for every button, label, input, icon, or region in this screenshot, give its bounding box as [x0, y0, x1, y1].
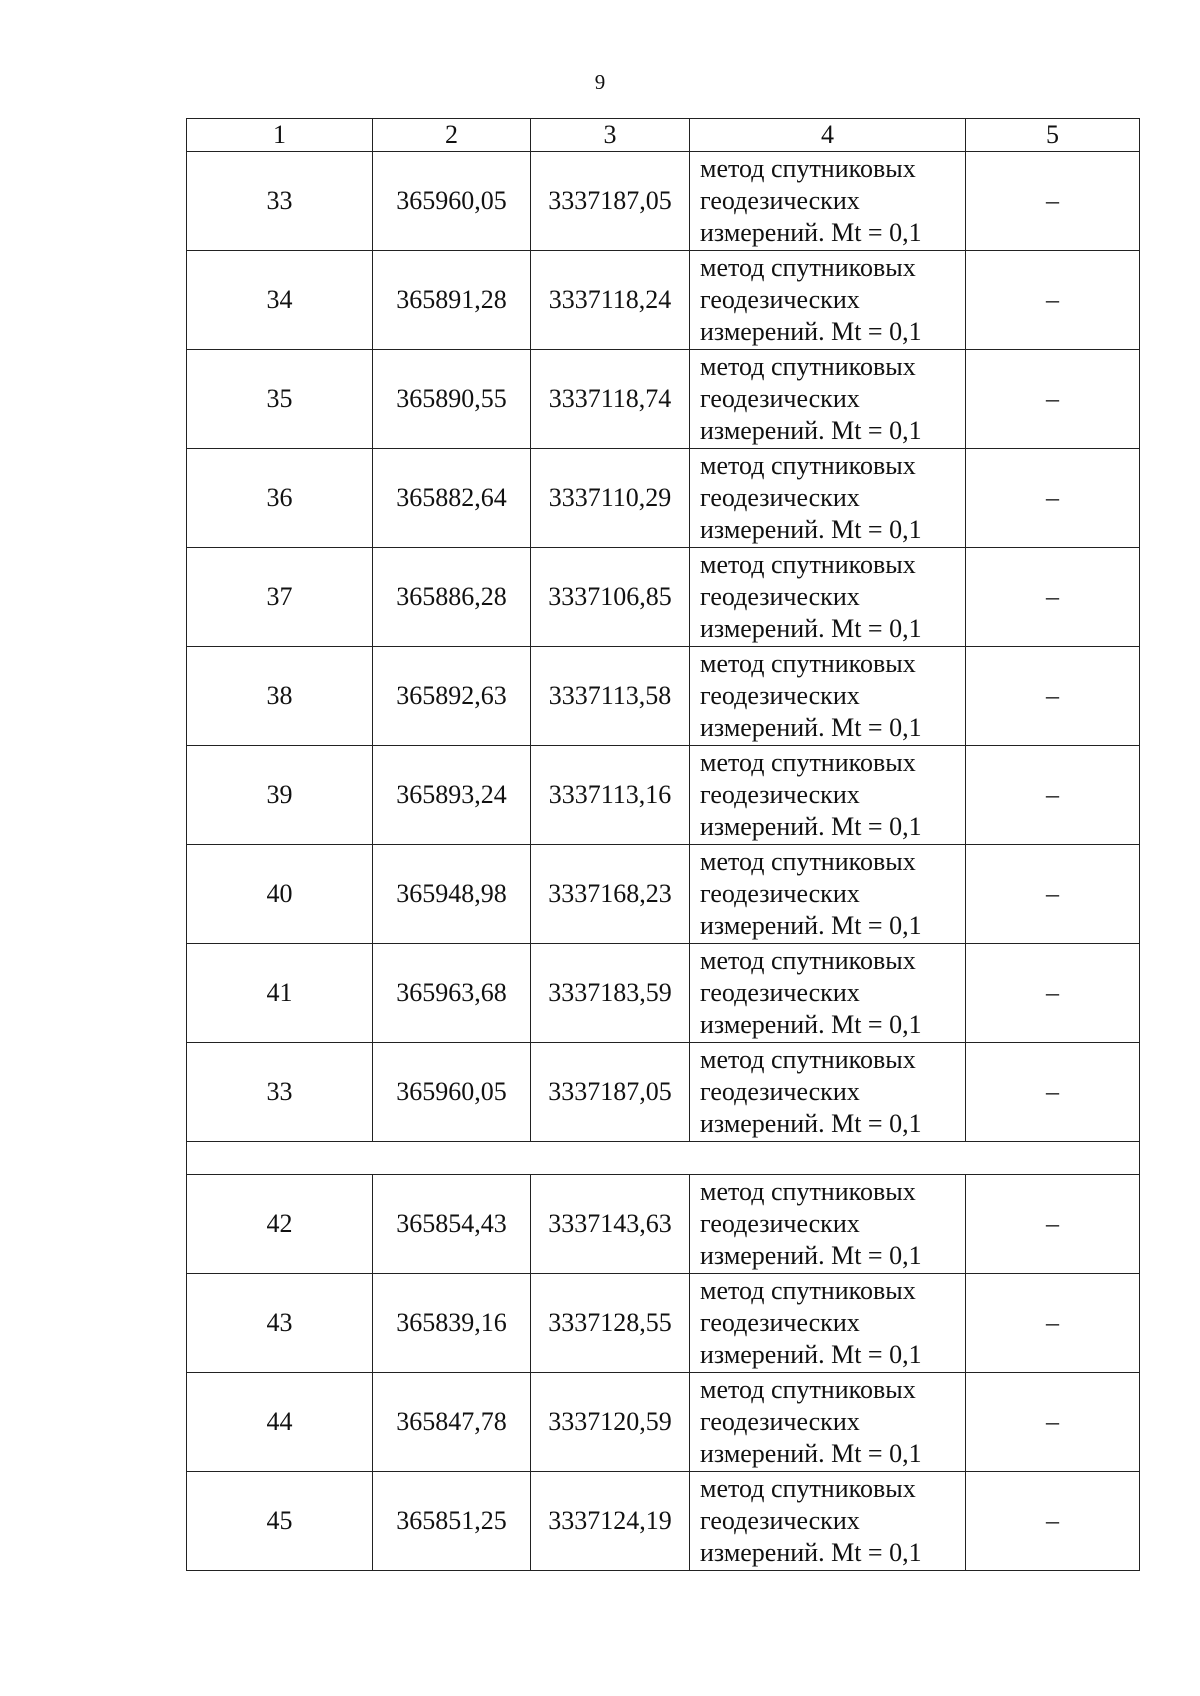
method-line-1: метод спутниковых: [700, 550, 916, 579]
point-number-cell: 39: [187, 746, 373, 845]
method-cell: [690, 1472, 966, 1571]
y-coordinate-cell: 3337110,29: [531, 449, 690, 548]
method-line-2: геодезических: [700, 1407, 860, 1436]
method-cell: [690, 350, 966, 449]
method-cell: [690, 944, 966, 1043]
method-cell: [690, 251, 966, 350]
column-5-cell: –: [966, 251, 1140, 350]
x-coordinate-cell: 365839,16: [373, 1274, 531, 1373]
method-line-2: геодезических: [700, 879, 860, 908]
method-line-3: измерений. Mt = 0,1: [700, 713, 922, 742]
method-line-2: геодезических: [700, 285, 860, 314]
page-number: 9: [594, 70, 606, 94]
table-row: [187, 944, 1140, 1043]
table-row: [187, 1373, 1140, 1472]
method-line-3: измерений. Mt = 0,1: [700, 614, 922, 643]
method-line-1: метод спутниковых: [700, 748, 916, 777]
method-cell: [690, 1043, 966, 1142]
header-col-2: 2: [373, 119, 531, 152]
point-number-cell: 35: [187, 350, 373, 449]
method-line-1: метод спутниковых: [700, 1375, 916, 1404]
x-coordinate-cell: 365854,43: [373, 1175, 531, 1274]
point-number-cell: 41: [187, 944, 373, 1043]
method-line-2: геодезических: [700, 384, 860, 413]
point-number-cell: 44: [187, 1373, 373, 1472]
method-cell: [690, 845, 966, 944]
column-5-cell: –: [966, 1043, 1140, 1142]
method-cell: [690, 1274, 966, 1373]
x-coordinate-cell: 365890,55: [373, 350, 531, 449]
method-line-2: геодезических: [700, 1077, 860, 1106]
y-coordinate-cell: 3337187,05: [531, 1043, 690, 1142]
method-line-3: измерений. Mt = 0,1: [700, 1109, 922, 1138]
header-col-1: 1: [187, 119, 373, 152]
method-line-3: измерений. Mt = 0,1: [700, 812, 922, 841]
table-header-row: [187, 119, 1140, 152]
y-coordinate-cell: 3337118,24: [531, 251, 690, 350]
y-coordinate-cell: 3337120,59: [531, 1373, 690, 1472]
column-5-cell: –: [966, 1472, 1140, 1571]
y-coordinate-cell: 3337106,85: [531, 548, 690, 647]
column-5-cell: –: [966, 548, 1140, 647]
table-row: [187, 350, 1140, 449]
method-line-1: метод спутниковых: [700, 451, 916, 480]
method-line-1: метод спутниковых: [700, 1276, 916, 1305]
method-line-1: метод спутниковых: [700, 1474, 916, 1503]
column-5-cell: –: [966, 746, 1140, 845]
x-coordinate-cell: 365851,25: [373, 1472, 531, 1571]
method-line-3: измерений. Mt = 0,1: [700, 515, 922, 544]
x-coordinate-cell: 365960,05: [373, 1043, 531, 1142]
method-line-2: геодезических: [700, 1209, 860, 1238]
method-cell: [690, 746, 966, 845]
method-cell: [690, 548, 966, 647]
table-row: [187, 845, 1140, 944]
column-5-cell: –: [966, 1373, 1140, 1472]
point-number-cell: 37: [187, 548, 373, 647]
method-line-3: измерений. Mt = 0,1: [700, 416, 922, 445]
point-number-cell: 38: [187, 647, 373, 746]
y-coordinate-cell: 3337113,58: [531, 647, 690, 746]
method-line-1: метод спутниковых: [700, 352, 916, 381]
y-coordinate-cell: 3337128,55: [531, 1274, 690, 1373]
method-line-2: геодезических: [700, 681, 860, 710]
column-5-cell: –: [966, 152, 1140, 251]
method-line-3: измерений. Mt = 0,1: [700, 1241, 922, 1270]
column-5-cell: –: [966, 350, 1140, 449]
x-coordinate-cell: 365963,68: [373, 944, 531, 1043]
method-line-2: геодезических: [700, 582, 860, 611]
method-line-2: геодезических: [700, 1506, 860, 1535]
point-number-cell: 33: [187, 1043, 373, 1142]
method-line-3: измерений. Mt = 0,1: [700, 911, 922, 940]
point-number-cell: 40: [187, 845, 373, 944]
method-line-2: геодезических: [700, 186, 860, 215]
header-col-4: 4: [690, 119, 966, 152]
method-line-1: метод спутниковых: [700, 649, 916, 678]
y-coordinate-cell: 3337124,19: [531, 1472, 690, 1571]
table-body: [187, 152, 1140, 1571]
column-5-cell: –: [966, 944, 1140, 1043]
y-coordinate-cell: 3337168,23: [531, 845, 690, 944]
table-row: [187, 251, 1140, 350]
table-row: [187, 746, 1140, 845]
table-row: [187, 1274, 1140, 1373]
y-coordinate-cell: 3337187,05: [531, 152, 690, 251]
method-line-3: измерений. Mt = 0,1: [700, 218, 922, 247]
column-5-cell: –: [966, 449, 1140, 548]
method-cell: [690, 647, 966, 746]
x-coordinate-cell: 365886,28: [373, 548, 531, 647]
method-line-3: измерений. Mt = 0,1: [700, 1439, 922, 1468]
point-number-cell: 43: [187, 1274, 373, 1373]
y-coordinate-cell: 3337118,74: [531, 350, 690, 449]
method-line-1: метод спутниковых: [700, 1045, 916, 1074]
coordinates-table: [186, 118, 1140, 1571]
table-row: [187, 647, 1140, 746]
table-row: [187, 548, 1140, 647]
method-line-1: метод спутниковых: [700, 154, 916, 183]
method-line-3: измерений. Mt = 0,1: [700, 1538, 922, 1567]
column-5-cell: –: [966, 845, 1140, 944]
x-coordinate-cell: 365891,28: [373, 251, 531, 350]
point-number-cell: 36: [187, 449, 373, 548]
table-row: [187, 1472, 1140, 1571]
section-separator-row: [187, 1142, 1140, 1175]
method-line-1: метод спутниковых: [700, 847, 916, 876]
method-cell: [690, 1373, 966, 1472]
method-cell: [690, 152, 966, 251]
x-coordinate-cell: 365960,05: [373, 152, 531, 251]
separator-cell: [187, 1142, 1140, 1175]
method-line-3: измерений. Mt = 0,1: [700, 1340, 922, 1369]
point-number-cell: 45: [187, 1472, 373, 1571]
method-line-1: метод спутниковых: [700, 946, 916, 975]
point-number-cell: 33: [187, 152, 373, 251]
header-col-5: 5: [966, 119, 1140, 152]
x-coordinate-cell: 365948,98: [373, 845, 531, 944]
x-coordinate-cell: 365847,78: [373, 1373, 531, 1472]
method-cell: [690, 449, 966, 548]
column-5-cell: –: [966, 1274, 1140, 1373]
y-coordinate-cell: 3337183,59: [531, 944, 690, 1043]
x-coordinate-cell: 365882,64: [373, 449, 531, 548]
method-line-1: метод спутниковых: [700, 1177, 916, 1206]
table-row: [187, 1043, 1140, 1142]
method-cell: [690, 1175, 966, 1274]
x-coordinate-cell: 365892,63: [373, 647, 531, 746]
table-row: [187, 1175, 1140, 1274]
y-coordinate-cell: 3337143,63: [531, 1175, 690, 1274]
table-row: [187, 449, 1140, 548]
method-line-1: метод спутниковых: [700, 253, 916, 282]
column-5-cell: –: [966, 1175, 1140, 1274]
method-line-3: измерений. Mt = 0,1: [700, 1010, 922, 1039]
method-line-2: геодезических: [700, 780, 860, 809]
header-col-3: 3: [531, 119, 690, 152]
method-line-2: геодезических: [700, 1308, 860, 1337]
table-row: [187, 152, 1140, 251]
method-line-3: измерений. Mt = 0,1: [700, 317, 922, 346]
column-5-cell: –: [966, 647, 1140, 746]
method-line-2: геодезических: [700, 483, 860, 512]
x-coordinate-cell: 365893,24: [373, 746, 531, 845]
y-coordinate-cell: 3337113,16: [531, 746, 690, 845]
method-line-2: геодезических: [700, 978, 860, 1007]
point-number-cell: 42: [187, 1175, 373, 1274]
point-number-cell: 34: [187, 251, 373, 350]
